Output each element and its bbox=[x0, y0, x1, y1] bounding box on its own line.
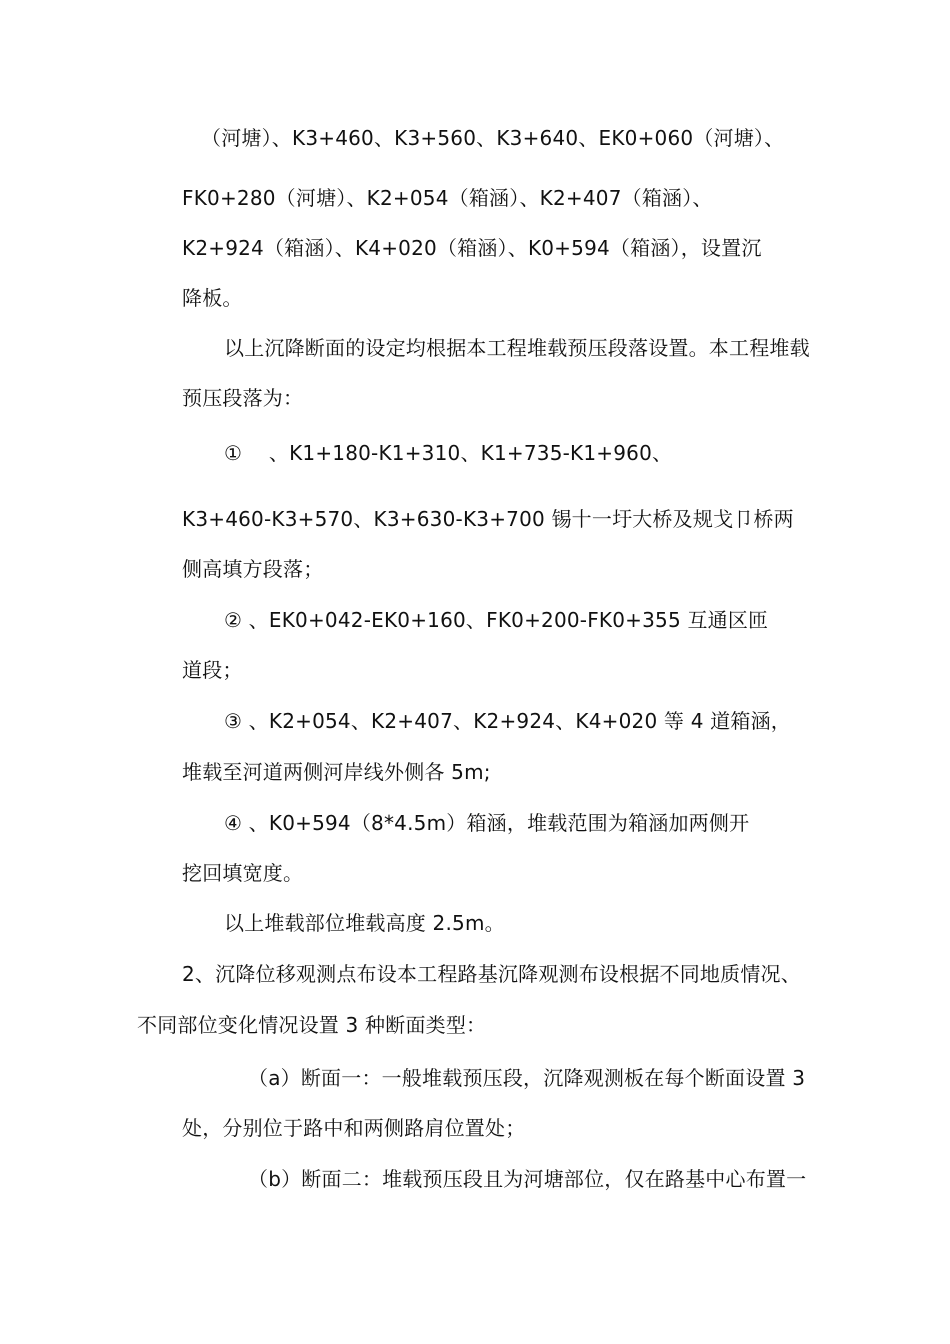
text-line-1: （河塘）、K3+460、K3+560、K3+640、EK0+060（河塘）、 bbox=[201, 126, 785, 150]
text-line-8: K3+460-K3+570、K3+630-K3+700 锡十一圩大桥及规戈卩桥两 bbox=[182, 507, 794, 531]
text-line-4: 降板。 bbox=[182, 286, 243, 310]
text-line-10: ② 、EK0+042-EK0+160、FK0+200-FK0+355 互通区匝 bbox=[224, 608, 769, 632]
text-line-14: ④ 、K0+594（8*4.5m）箱涵，堆载范围为箱涵加两侧开 bbox=[224, 811, 750, 835]
text-line-21: （b）断面二：堆载预压段且为河塘部位，仅在路基中心布置一 bbox=[248, 1167, 807, 1191]
text-line-16: 以上堆载部位堆载高度 2.5m。 bbox=[224, 911, 505, 935]
text-line-17: 2、沉降位移观测点布设本工程路基沉降观测布设根据不同地质情况、 bbox=[182, 962, 801, 986]
text-line-5: 以上沉降断面的设定均根据本工程堆载预压段落设置。本工程堆载 bbox=[224, 336, 810, 360]
text-line-2: FK0+280（河塘）、K2+054（箱涵）、K2+407（箱涵）、 bbox=[182, 186, 713, 210]
text-line-9: 侧高填方段落； bbox=[182, 557, 324, 581]
text-line-20: 处，分别位于路中和两侧路肩位置处； bbox=[182, 1116, 526, 1140]
text-line-3: K2+924（箱涵）、K4+020（箱涵）、K0+594（箱涵），设置沉 bbox=[182, 236, 762, 260]
text-line-15: 挖回填宽度。 bbox=[182, 861, 304, 885]
text-line-7: ① 、K1+180-K1+310、K1+735-K1+960、 bbox=[224, 441, 673, 465]
text-line-19: （a）断面一：一般堆载预压段，沉降观测板在每个断面设置 3 bbox=[248, 1066, 806, 1090]
text-line-12: ③ 、K2+054、K2+407、K2+924、K4+020 等 4 道箱涵， bbox=[224, 709, 791, 733]
text-line-6: 预压段落为： bbox=[182, 386, 304, 410]
text-line-11: 道段； bbox=[182, 658, 243, 682]
text-line-13: 堆载至河道两侧河岸线外侧各 5m; bbox=[182, 760, 491, 784]
text-line-18: 不同部位变化情况设置 3 种断面类型： bbox=[137, 1013, 487, 1037]
